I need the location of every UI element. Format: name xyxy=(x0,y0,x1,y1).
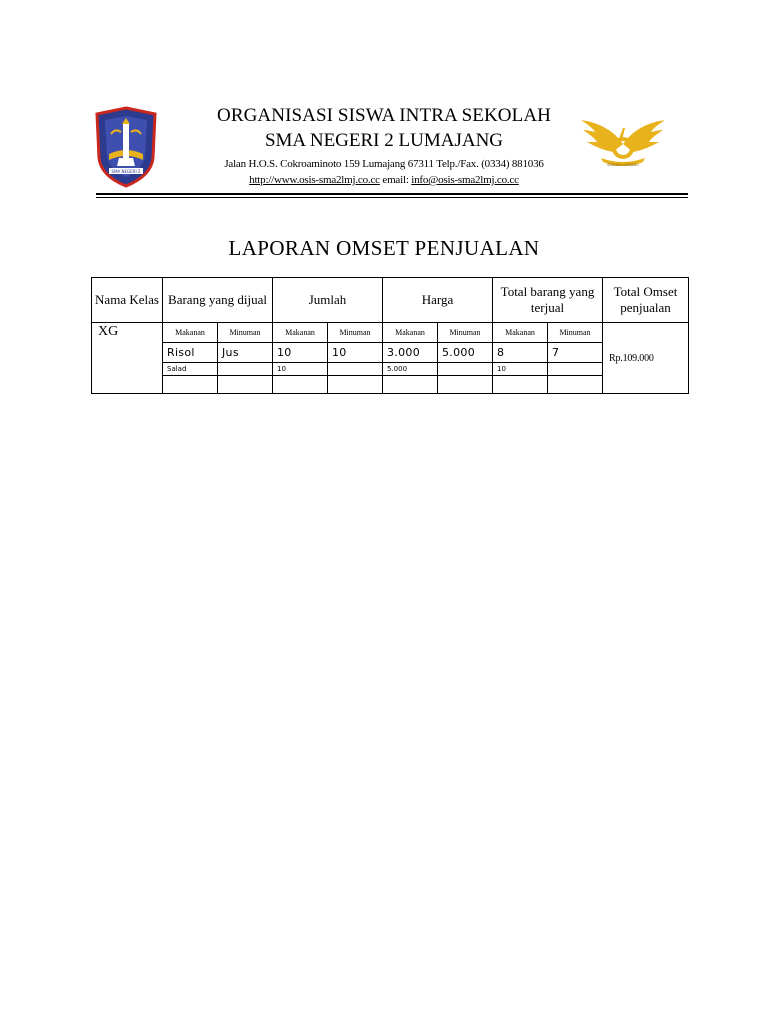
table-cell: 10 xyxy=(273,363,328,376)
table-row xyxy=(92,376,689,394)
subheader-cell: Minuman xyxy=(548,323,603,343)
table-cell xyxy=(328,376,383,394)
header-harga: Harga xyxy=(383,278,493,323)
table-row xyxy=(92,363,689,376)
header-jumlah: Jumlah xyxy=(273,278,383,323)
table-cell xyxy=(218,363,273,376)
header-nama-kelas: Nama Kelas xyxy=(92,278,163,323)
table-cell: 5.000 xyxy=(438,343,493,363)
table-cell xyxy=(548,376,603,394)
table-cell: 8 xyxy=(493,343,548,363)
letterhead xyxy=(90,100,682,196)
table-subheader-row xyxy=(92,323,689,343)
table-cell: Risol xyxy=(163,343,218,363)
table-cell: 5.000 xyxy=(383,363,438,376)
letterhead-rule-thick xyxy=(96,193,688,195)
table-cell: 3.000 xyxy=(383,343,438,363)
subheader-cell: Minuman xyxy=(328,323,383,343)
table-cell xyxy=(493,376,548,394)
right-logo-caption: SMANDA LUMAJANG xyxy=(607,163,639,167)
table-cell xyxy=(328,363,383,376)
table-cell: 10 xyxy=(328,343,383,363)
subheader-cell: Minuman xyxy=(438,323,493,343)
organization-name: ORGANISASI SISWA INTRA SEKOLAH xyxy=(217,105,551,126)
school-name: SMA NEGERI 2 LUMAJANG xyxy=(264,130,504,151)
subheader-cell: Makanan xyxy=(163,323,218,343)
kelas-cell: XG xyxy=(92,323,163,394)
header-total-omset: Total Omset penjualan xyxy=(603,278,689,323)
letterhead-rule-thin xyxy=(96,197,688,198)
website-link[interactable]: http://www.osis-sma2lmj.co.cc xyxy=(249,174,380,186)
table-cell xyxy=(548,363,603,376)
winged-emblem-logo xyxy=(579,114,667,174)
organization-block xyxy=(160,104,608,188)
total-omset-value: Rp.109.000 xyxy=(603,323,689,394)
address-line: Jalan H.O.S. Cokroaminoto 159 Lumajang 67311 Telp./Fax. (0334) 881036 xyxy=(224,158,544,170)
subheader-cell: Makanan xyxy=(383,323,438,343)
table-row xyxy=(92,343,689,363)
table-cell xyxy=(273,376,328,394)
table-cell: Jus xyxy=(218,343,273,363)
table-header-row xyxy=(92,278,689,323)
table-cell xyxy=(218,376,273,394)
left-logo-caption: SMA NEGERI 2 xyxy=(111,169,141,174)
table-cell xyxy=(438,363,493,376)
table-cell: 10 xyxy=(273,343,328,363)
sales-report-table xyxy=(91,277,689,394)
table-cell: 7 xyxy=(548,343,603,363)
report-title: LAPORAN OMSET PENJUALAN xyxy=(228,236,540,260)
subheader-cell: Makanan xyxy=(493,323,548,343)
subheader-cell: Minuman xyxy=(218,323,273,343)
contact-line xyxy=(160,172,608,188)
table-cell: 10 xyxy=(493,363,548,376)
table-cell xyxy=(383,376,438,394)
table-cell xyxy=(438,376,493,394)
school-crest-logo xyxy=(95,106,157,188)
header-total-barang: Total barang yang terjual xyxy=(493,278,603,323)
table-cell: Salad xyxy=(163,363,218,376)
header-barang: Barang yang dijual xyxy=(163,278,273,323)
subheader-cell: Makanan xyxy=(273,323,328,343)
email-label: email: xyxy=(382,174,409,186)
table-cell xyxy=(163,376,218,394)
email-link[interactable]: info@osis-sma2lmj.co.cc xyxy=(411,174,519,186)
